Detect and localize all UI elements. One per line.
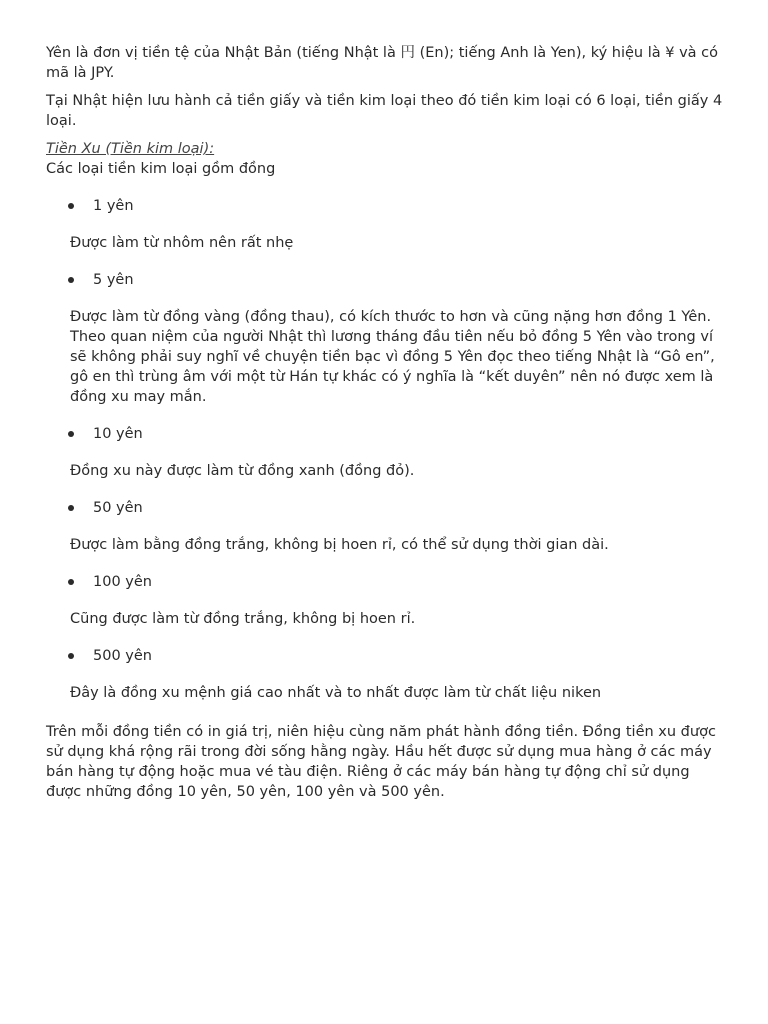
coin-label: 500 yên	[93, 648, 152, 664]
coins-section-heading: Tiền Xu (Tiền kim loại):	[46, 141, 215, 157]
list-item	[68, 272, 726, 288]
coins-lead-text: Các loại tiền kim loại gồm đồng	[46, 161, 276, 177]
coin-description: Được làm bằng đồng trắng, không bị hoen rỉ, có thể sử dụng thời gian dài.	[70, 537, 609, 553]
bullet-icon	[68, 505, 74, 511]
closing-paragraph: Trên mỗi đồng tiền có in giá trị, niên hiệu cùng năm phát hành đồng tiền. Đồng tiền xu được sử dụng khá rộng rãi trong đời sống hằng ngày. Hầu hết được sử dụng mua hàng ở các máy bán hàng tự động hoặc mua vé tàu điện. Riêng ở các máy bán hàng tự động chỉ sử dụng được những đồng 10 yên, 50 yên, 100 yên và 500 yên.	[46, 724, 716, 800]
coin-label: 100 yên	[93, 574, 152, 590]
coin-description: Được làm từ nhôm nên rất nhẹ	[70, 235, 294, 251]
coin-description: Cũng được làm từ đồng trắng, không bị hoen rỉ.	[70, 611, 416, 627]
bullet-icon	[68, 431, 74, 437]
list-item	[68, 500, 726, 516]
list-item	[68, 198, 726, 214]
coin-description: Đây là đồng xu mệnh giá cao nhất và to nhất được làm từ chất liệu niken	[70, 685, 602, 701]
coin-list	[46, 198, 726, 703]
intro-paragraph-2: Tại Nhật hiện lưu hành cả tiền giấy và tiền kim loại theo đó tiền kim loại có 6 loại, tiền giấy 4 loại.	[46, 93, 723, 129]
bullet-icon	[68, 203, 74, 209]
coin-description: Đồng xu này được làm từ đồng xanh (đồng đỏ).	[70, 463, 415, 479]
list-item	[68, 426, 726, 442]
coin-label: 1 yên	[93, 198, 134, 214]
list-item	[68, 574, 726, 590]
bullet-icon	[68, 653, 74, 659]
coin-label: 5 yên	[93, 272, 134, 288]
bullet-icon	[68, 277, 74, 283]
coin-label: 10 yên	[93, 426, 143, 442]
intro-paragraph-1: Yên là đơn vị tiền tệ của Nhật Bản (tiếng Nhật là 円 (En); tiếng Anh là Yen), ký hiệu là ¥ và có mã là JPY.	[46, 45, 718, 81]
coin-description: Được làm từ đồng vàng (đồng thau), có kích thước to hơn và cũng nặng hơn đồng 1 Yên. Theo quan niệm của người Nhật thì lương tháng đầu tiên nếu bỏ đồng 5 Yên vào trong ví sẽ không phải suy nghĩ về chuyện tiền bạc vì đồng 5 Yên đọc theo tiếng Nhật là “Gô en”, gô en thì trùng âm với một từ Hán tự khác có ý nghĩa là “kết duyên” nên nó được xem là đồng xu may mắn.	[70, 309, 715, 405]
coin-label: 50 yên	[93, 500, 143, 516]
document-page	[46, 43, 726, 802]
bullet-icon	[68, 579, 74, 585]
list-item	[68, 648, 726, 664]
